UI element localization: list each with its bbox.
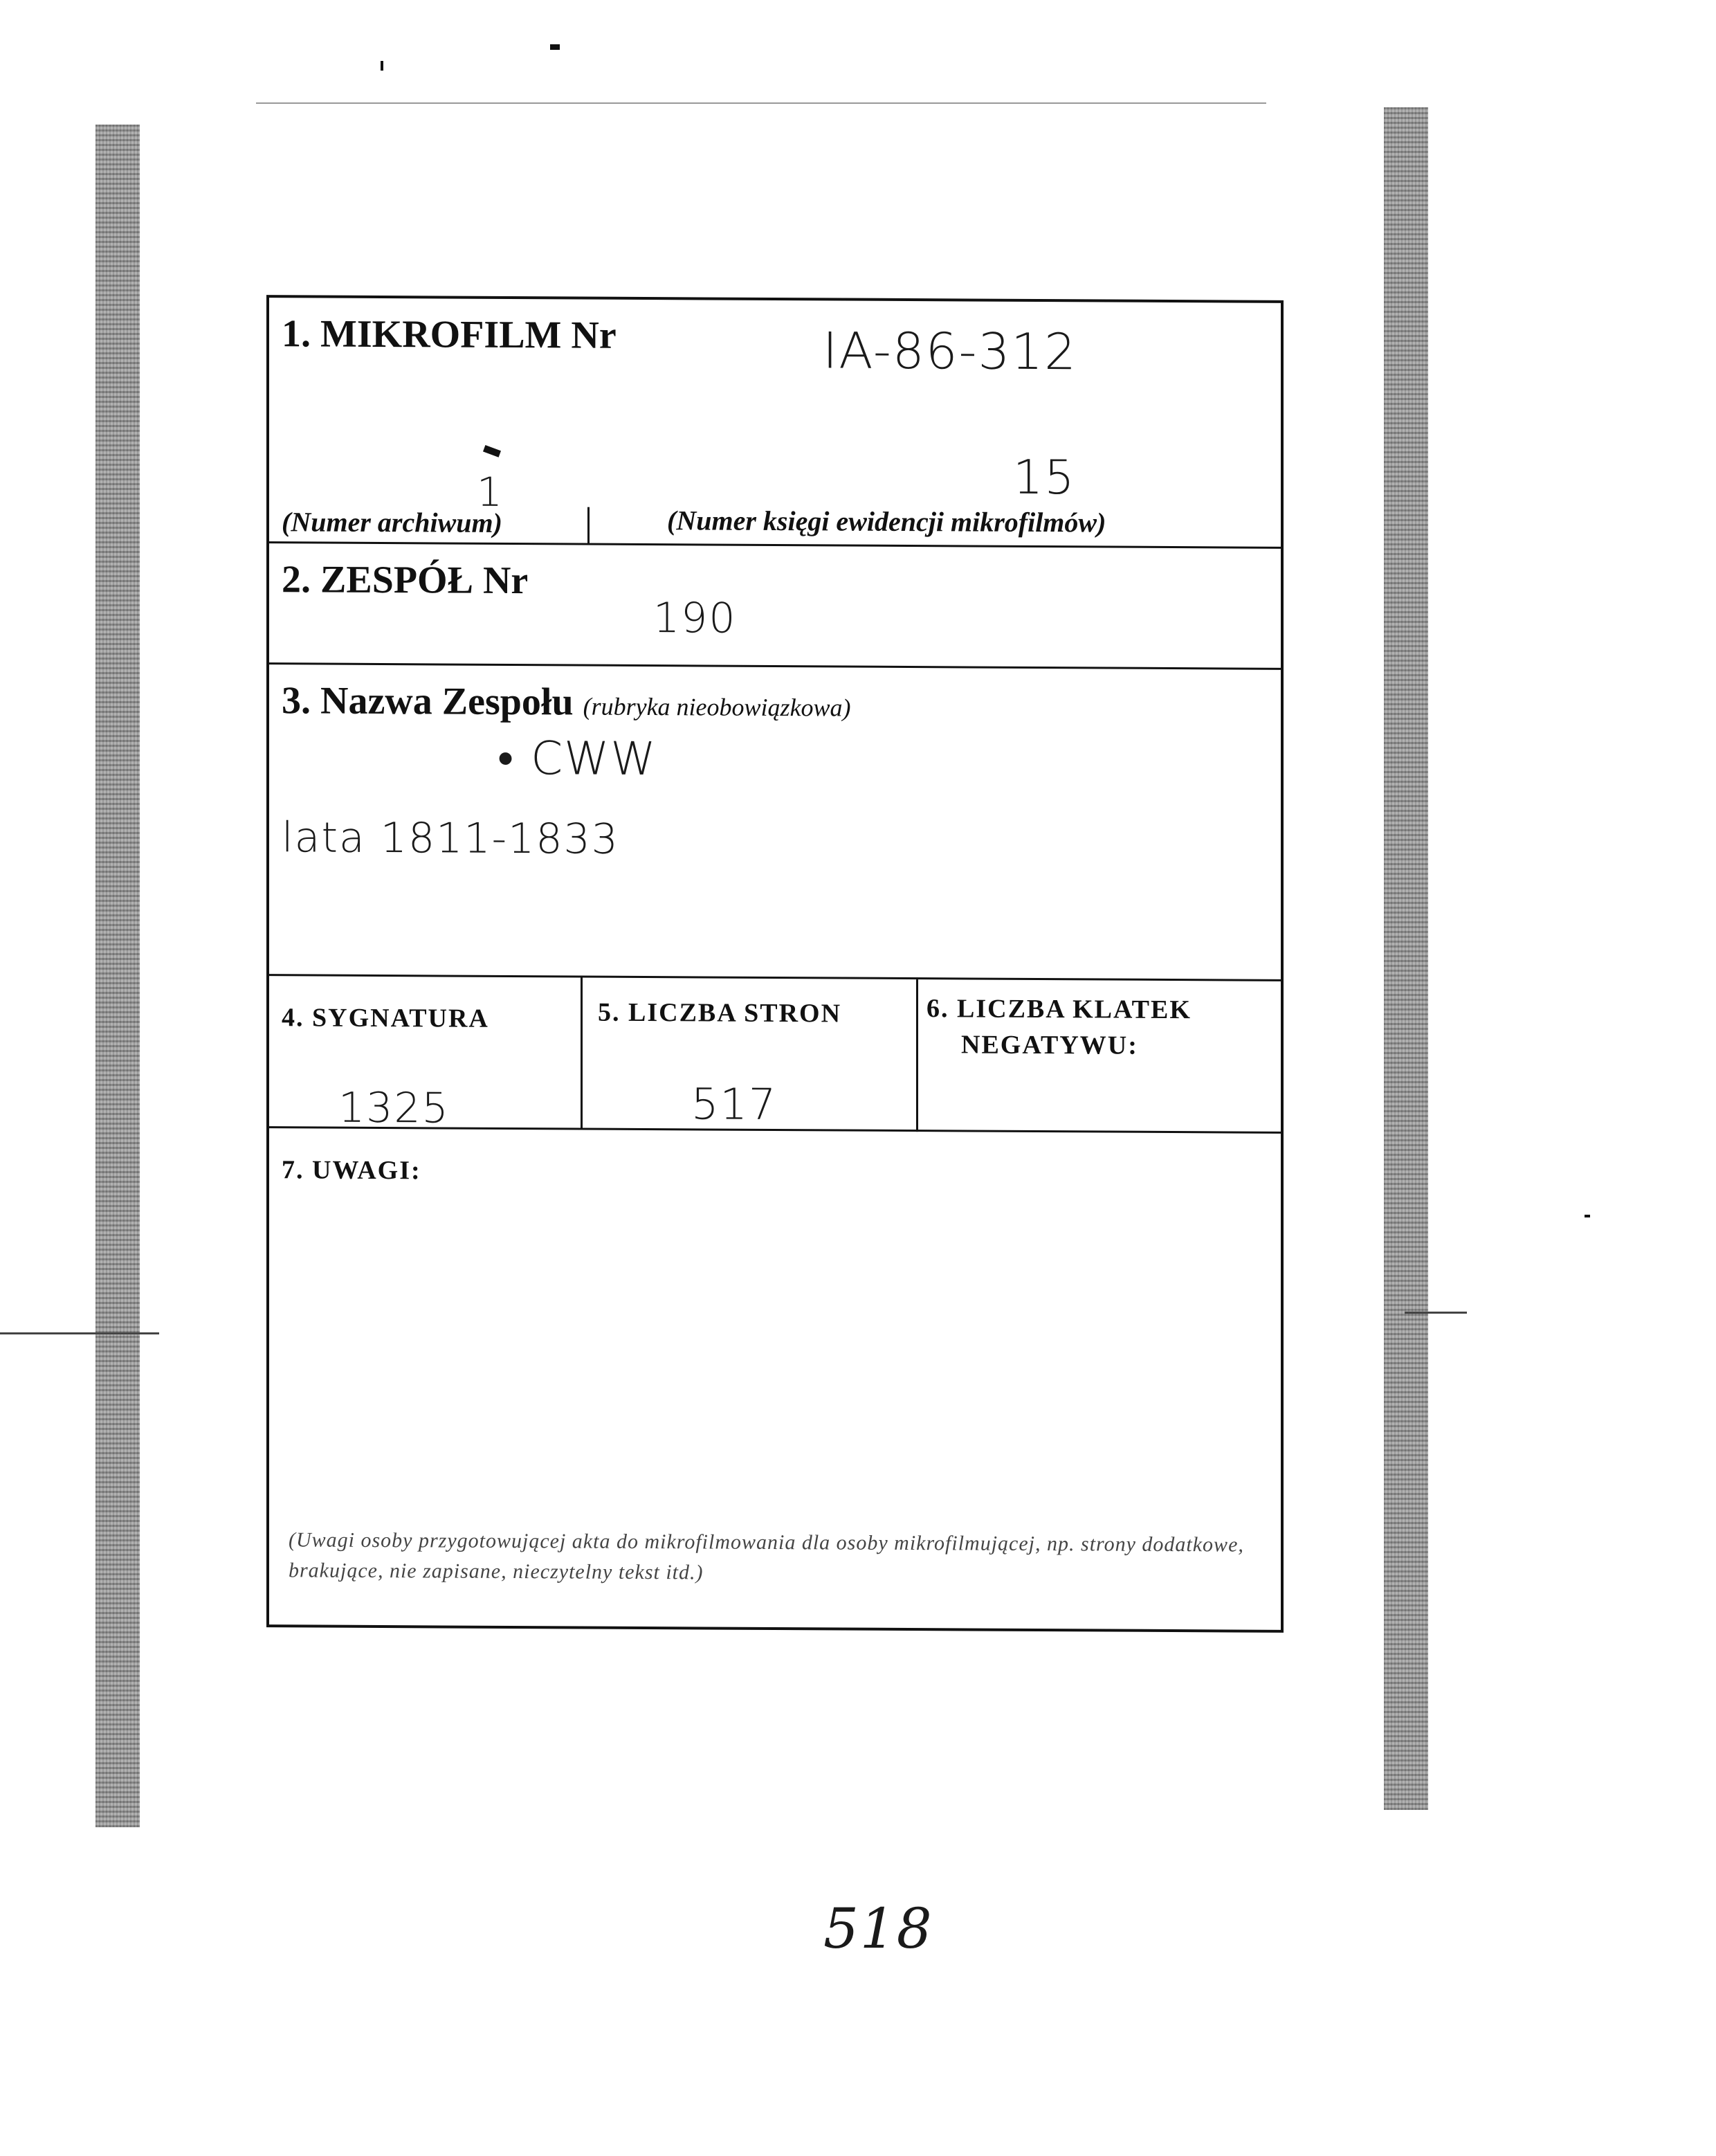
speck bbox=[381, 61, 383, 71]
section-signature-pages-frames bbox=[269, 976, 1281, 1134]
ledger-number-value: 15 bbox=[1013, 450, 1076, 506]
archive-number-label: (Numer archiwum) bbox=[282, 506, 502, 538]
speck bbox=[483, 445, 501, 458]
fonds-name-title: 3. Nazwa Zespołu bbox=[282, 679, 574, 724]
frame-count-label-line-1: 6. LICZBA KLATEK bbox=[927, 994, 1192, 1025]
page-count-label: 5. LICZBA STRON bbox=[598, 997, 842, 1029]
fonds-name-label bbox=[282, 678, 851, 725]
microfilm-number-label: 1. MIKROFILM Nr bbox=[282, 312, 617, 357]
archive-number-value: 1 bbox=[477, 468, 504, 516]
microfilm-form bbox=[266, 295, 1284, 1633]
scan-mark-right bbox=[1405, 1312, 1467, 1314]
scan-mark-left bbox=[0, 1332, 159, 1334]
scan-top-line bbox=[256, 102, 1266, 104]
signature-label: 4. SYGNATURA bbox=[282, 1003, 489, 1033]
fonds-name-optional-note: (rubryka nieobowiązkowa) bbox=[583, 692, 851, 722]
ledger-number-label: (Numer księgi ewidencji mikrofilmów) bbox=[667, 505, 1106, 538]
section-fonds-number bbox=[269, 543, 1281, 670]
archive-divider bbox=[587, 507, 590, 543]
scan-edge-left bbox=[95, 125, 140, 1827]
column-divider-1 bbox=[581, 978, 583, 1130]
remarks-label: 7. UWAGI: bbox=[282, 1155, 421, 1186]
section-fonds-name bbox=[269, 664, 1281, 981]
frame-count-label-line-2: NEGATYWU: bbox=[961, 1030, 1138, 1060]
fonds-name-line-2: lata 1811-1833 bbox=[282, 813, 619, 864]
fonds-number-value: 190 bbox=[653, 594, 737, 643]
section-remarks bbox=[269, 1128, 1281, 1629]
bottom-handwritten-mark: 518 bbox=[823, 1896, 933, 1961]
page-count-value: 517 bbox=[691, 1078, 778, 1130]
microfilm-number-value: IA-86-312 bbox=[823, 321, 1077, 381]
signature-value: 1325 bbox=[338, 1083, 450, 1133]
scan-edge-right bbox=[1384, 107, 1428, 1810]
column-divider-2 bbox=[916, 979, 918, 1132]
speck bbox=[550, 44, 560, 50]
fonds-name-line-1: • CWW bbox=[498, 731, 657, 786]
remarks-footnote: (Uwagi osoby przygotowującej akta do mikrofilmowania dla osoby mikrofilmującej, np. strony dodatkowe, brakujące, nie zapisane, nieczytelny tekst itd.) bbox=[289, 1528, 1244, 1584]
fonds-number-label: 2. ZESPÓŁ Nr bbox=[282, 558, 529, 603]
section-microfilm-number bbox=[269, 298, 1281, 549]
speck bbox=[1585, 1215, 1590, 1217]
